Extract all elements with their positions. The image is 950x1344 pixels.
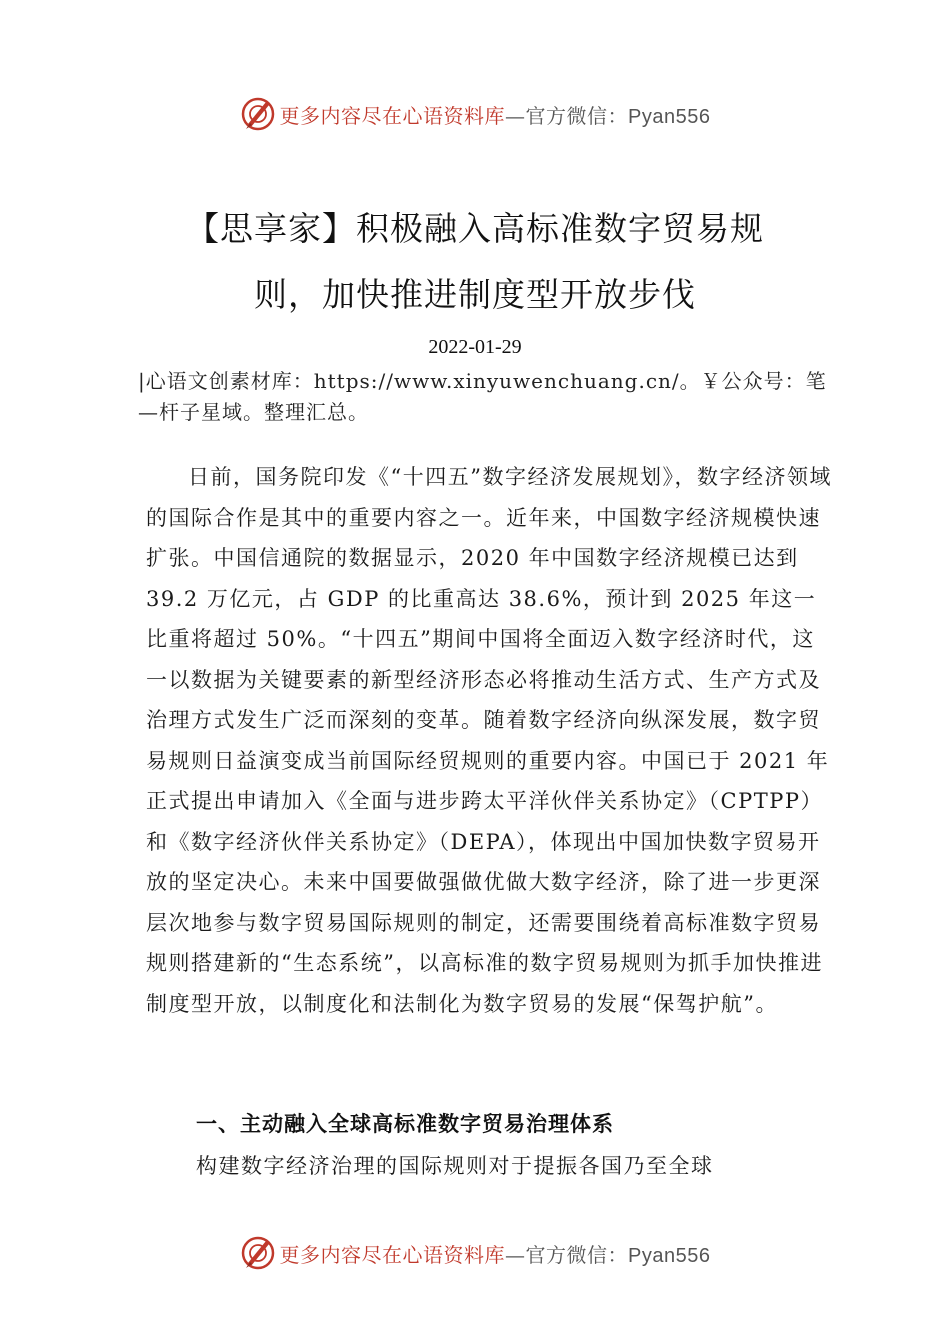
banner-wechat-label: —官方微信：: [505, 1242, 629, 1267]
banner-wechat-id: Pyan556: [628, 105, 711, 128]
banner-text: [280, 1239, 711, 1268]
body-paragraph: 日前，国务院印发《“十四五”数字经济发展规划》，数字经济领域的国际合作是其中的重要内容之一。近年来，中国数字经济规模快速扩张。中国信通院的数据显示，2020 年中国数字经济规模已达到 39.2 万亿元，占 GDP 的比重高达 38.6%，预计到 2025 年这一比重将超过 50%。“十四五”期间中国将全面迈入数字经济时代，这一以数据为关键要素的新型经济形态必将推动生活方式、生产方式及治理方式发生广泛而深刻的变革。随着数字经济向纵深发展，数字贸易规则日益演变成当前国际经贸规则的重要内容。中国已于 2021 年正式提出申请加入《全面与进步跨太平洋伙伴关系协定》（CPTPP）和《数字经济伙伴关系协定》（DEPA），体现出中国加快数字贸易开放的坚定决心。未来中国要做强做优做大数字经济，除了进一步更深层次地参与数字贸易国际规则的制定，还需要围绕着高标准数字贸易规则搭建新的“生态系统”，以高标准的数字贸易规则为抓手加快推进制度型开放，以制度化和法制化为数字贸易的发展“保驾护航”。: [146, 465, 832, 1016]
page-title: [140, 196, 810, 328]
logo-icon: [240, 96, 276, 132]
banner-site-name: 更多内容尽在心语资料库: [279, 1242, 506, 1267]
banner-site-name: 更多内容尽在心语资料库: [279, 103, 506, 128]
banner-wechat-label: —官方微信：: [505, 103, 629, 128]
title-line-2: 则，加快推进制度型开放步伐: [254, 275, 696, 314]
logo-icon: [240, 1235, 276, 1271]
publish-date: 2022-01-29: [428, 336, 522, 358]
banner-text: [280, 100, 711, 129]
title-line-1: 【思享家】积极融入高标准数字贸易规: [186, 209, 764, 248]
footer-banner: [0, 1231, 950, 1275]
source-note: |心语文创素材库：https://www.xinyuwenchuang.cn/。￥公众号：笔—杆子星域。整理汇总。: [138, 369, 827, 424]
banner-wechat-id: Pyan556: [628, 1244, 711, 1267]
body-paragraph-continued: 构建数字经济治理的国际规则对于提振各国乃至全球: [196, 1154, 714, 1178]
header-banner: [0, 92, 950, 136]
section-heading: 一、主动融入全球高标准数字贸易治理体系: [196, 1112, 614, 1136]
